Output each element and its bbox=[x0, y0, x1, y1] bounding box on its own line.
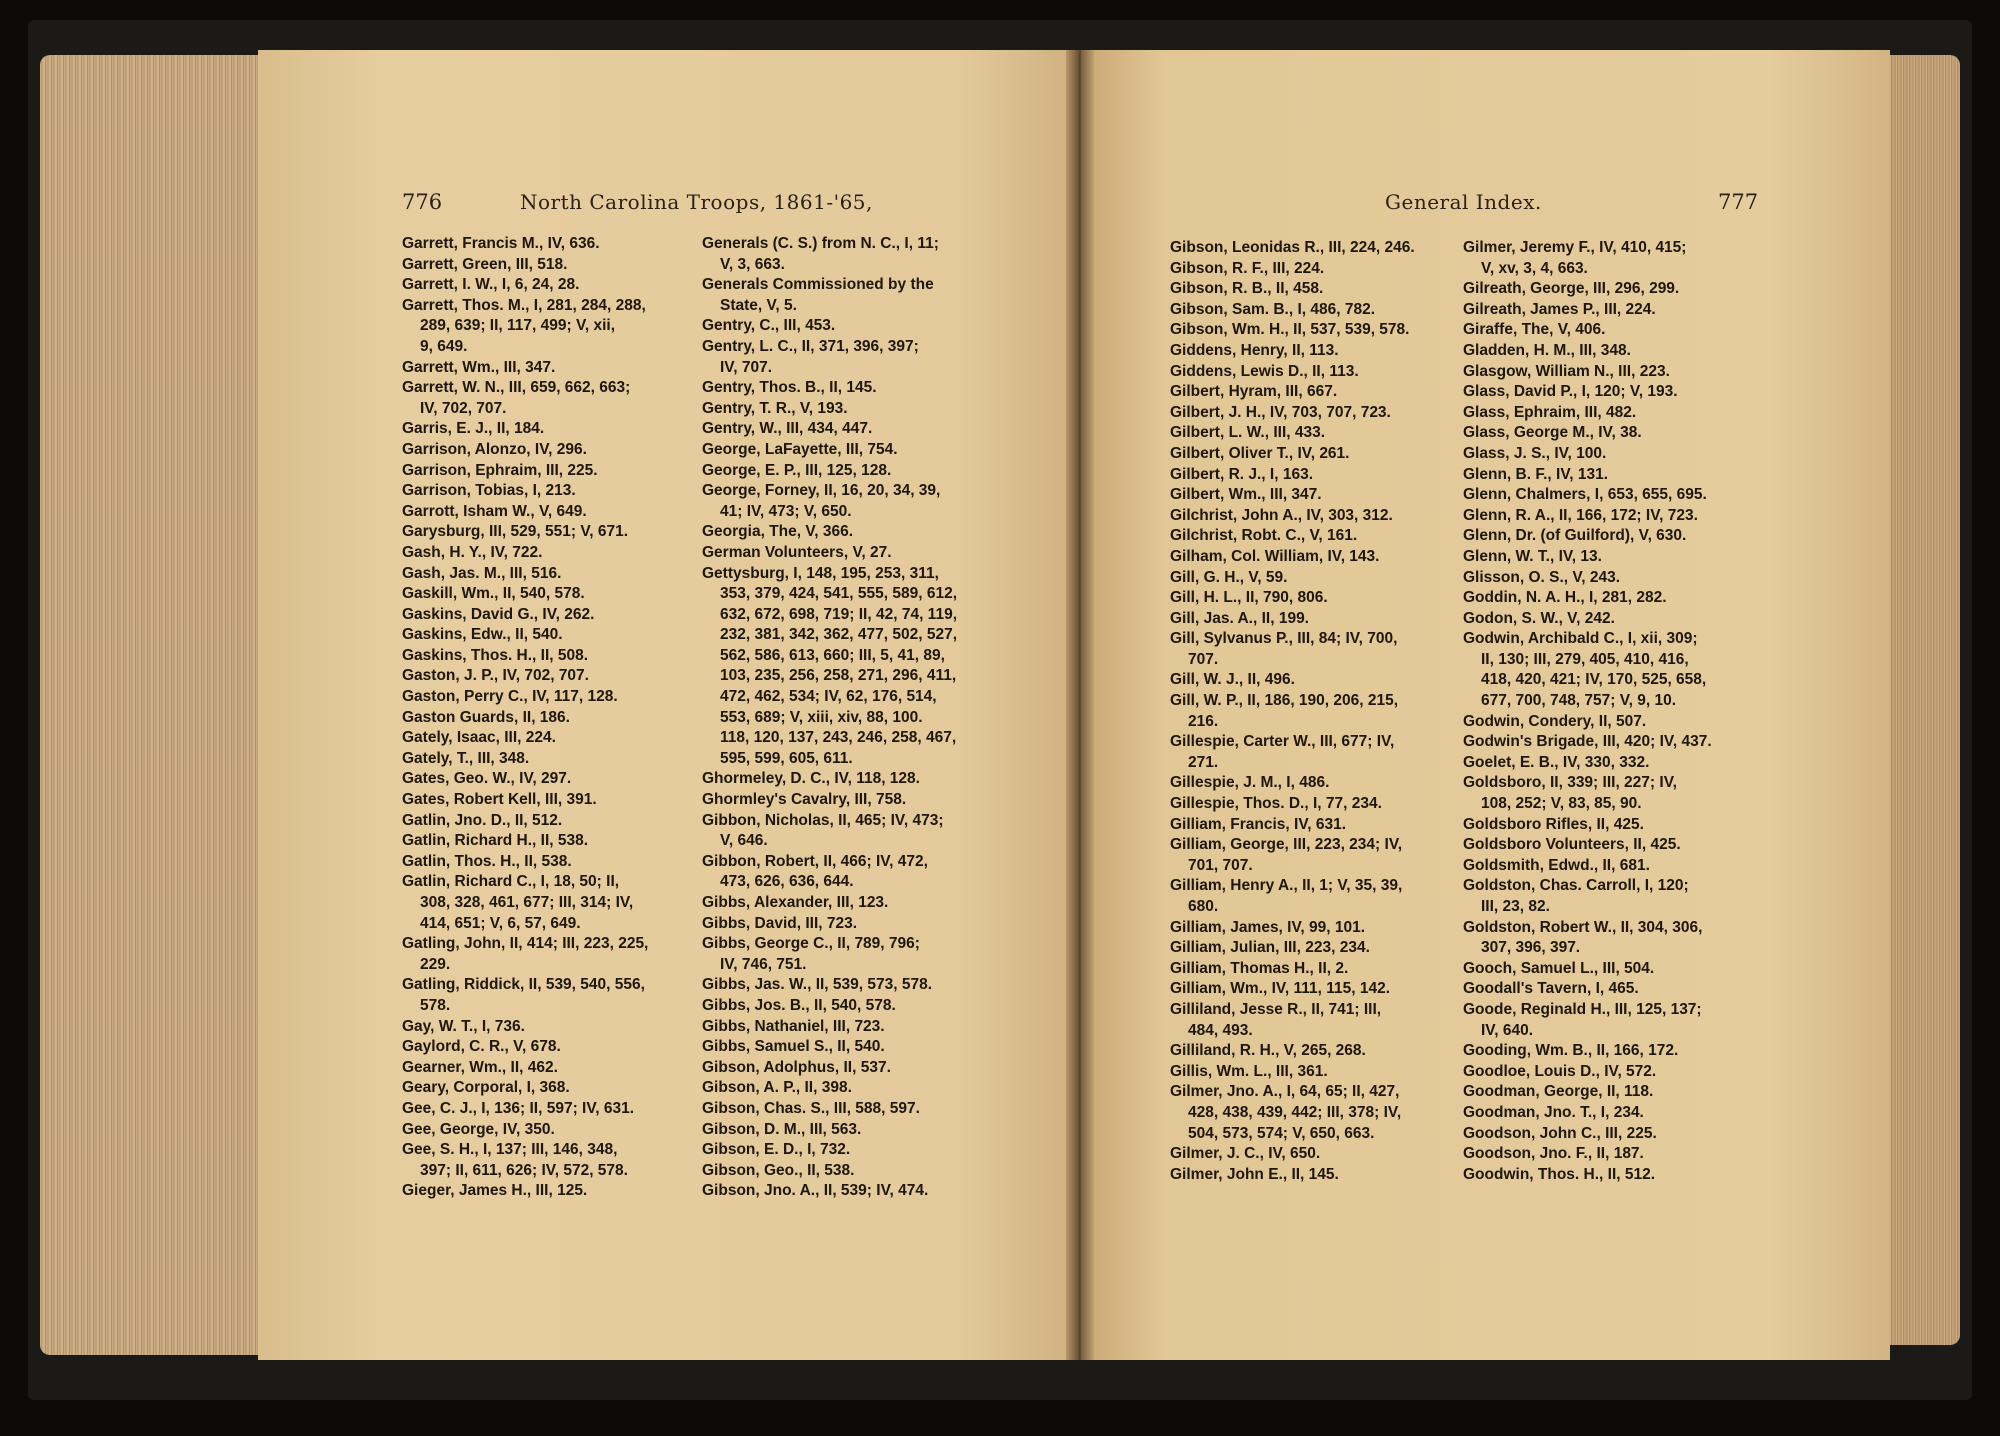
index-entry: Gilliam, Julian, III, 223, 234. bbox=[1170, 939, 1370, 957]
index-entry: Gilbert, Hyram, III, 667. bbox=[1170, 383, 1338, 401]
index-entry: Goddin, N. A. H., I, 281, 282. bbox=[1463, 589, 1667, 607]
index-entry: 418, 420, 421; IV, 170, 525, 658, bbox=[1481, 671, 1707, 689]
right-index-column-2 bbox=[1463, 238, 1712, 1185]
index-entry: Garrett, I. W., I, 6, 24, 28. bbox=[402, 276, 580, 294]
index-entry: Gentry, L. C., II, 371, 396, 397; bbox=[702, 337, 919, 355]
index-entry: Gee, S. H., I, 137; III, 146, 348, bbox=[402, 1141, 618, 1159]
index-entry: Godwin, Archibald C., I, xii, 309; bbox=[1463, 630, 1698, 648]
index-entry: Gibbs, George C., II, 789, 796; bbox=[702, 935, 920, 953]
left-index-column-2 bbox=[702, 234, 957, 1202]
index-entry: Gibbs, Samuel S., II, 540. bbox=[702, 1038, 885, 1056]
index-entry: Gaylord, C. R., V, 678. bbox=[402, 1038, 561, 1056]
index-entry: Gooding, Wm. B., II, 166, 172. bbox=[1463, 1042, 1679, 1060]
index-entry: Gilbert, R. J., I, 163. bbox=[1170, 465, 1313, 483]
index-entry: Glass, David P., I, 120; V, 193. bbox=[1463, 383, 1678, 401]
index-entry: Gaston, Perry C., IV, 117, 128. bbox=[402, 688, 618, 706]
index-entry: 553, 689; V, xiii, xiv, 88, 100. bbox=[720, 708, 923, 726]
index-entry: Gilbert, Oliver T., IV, 261. bbox=[1170, 444, 1350, 462]
index-entry: Gately, T., III, 348. bbox=[402, 749, 530, 767]
index-entry: Gibson, Adolphus, II, 537. bbox=[702, 1058, 891, 1076]
index-entry: Gilham, Col. William, IV, 143. bbox=[1170, 547, 1380, 565]
index-entry: Giddens, Henry, II, 113. bbox=[1170, 341, 1339, 359]
index-entry: Ghormley's Cavalry, III, 758. bbox=[702, 791, 907, 809]
index-entry: Goldsboro Rifles, II, 425. bbox=[1463, 815, 1644, 833]
index-entry: Gilmer, John E., II, 145. bbox=[1170, 1165, 1339, 1183]
index-entry: Gaston, J. P., IV, 702, 707. bbox=[402, 667, 589, 685]
index-entry: III, 23, 82. bbox=[1481, 898, 1550, 915]
index-entry: Gilliland, Jesse R., II, 741; III, bbox=[1170, 1000, 1382, 1018]
index-entry: 472, 462, 534; IV, 62, 176, 514, bbox=[720, 688, 937, 706]
index-entry: 707. bbox=[1188, 650, 1219, 668]
index-entry: Goldsmith, Edwd., II, 681. bbox=[1463, 856, 1650, 874]
index-entry: Gibson, Chas. S., III, 588, 597. bbox=[702, 1099, 920, 1117]
index-entry: Gilmer, Jno. A., I, 64, 65; II, 427, bbox=[1170, 1083, 1400, 1101]
index-entry: Gill, W. J., II, 496. bbox=[1170, 671, 1295, 689]
index-entry: 308, 328, 461, 677; III, 314; IV, bbox=[420, 894, 634, 911]
index-entry: Gatling, Riddick, II, 539, 540, 556, bbox=[402, 976, 645, 994]
index-entry: Gearner, Wm., II, 462. bbox=[402, 1058, 558, 1076]
index-entry: 41; IV, 473; V, 650. bbox=[720, 502, 852, 520]
index-entry: Gill, Jas. A., II, 199. bbox=[1170, 609, 1309, 627]
index-entry: Gash, Jas. M., III, 516. bbox=[402, 564, 562, 582]
index-entry: State, V, 5. bbox=[720, 296, 797, 314]
index-entry: Gilreath, George, III, 296, 299. bbox=[1463, 280, 1680, 298]
index-entry: 562, 586, 613, 660; III, 5, 41, 89, bbox=[720, 646, 945, 664]
index-entry: Gentry, W., III, 434, 447. bbox=[702, 420, 873, 438]
index-entry: 118, 120, 137, 243, 246, 258, 467, bbox=[720, 729, 957, 747]
left-page-number: 776 bbox=[402, 190, 443, 214]
index-entry: Gee, C. J., I, 136; II, 597; IV, 631. bbox=[402, 1099, 635, 1117]
index-entry: Garrison, Tobias, I, 213. bbox=[402, 482, 576, 500]
index-entry: Gill, W. P., II, 186, 190, 206, 215, bbox=[1170, 692, 1399, 710]
left-index-column-1 bbox=[402, 234, 648, 1202]
index-entry: Gentry, C., III, 453. bbox=[702, 317, 836, 335]
index-entry: 229. bbox=[420, 955, 451, 973]
index-entry: Gilmer, J. C., IV, 650. bbox=[1170, 1145, 1321, 1163]
index-entry: Gibbon, Robert, II, 466; IV, 472, bbox=[702, 852, 928, 870]
index-entry: IV, 707. bbox=[720, 358, 773, 376]
index-entry: 595, 599, 605, 611. bbox=[720, 749, 853, 767]
index-entry: Goelet, E. B., IV, 330, 332. bbox=[1463, 753, 1650, 771]
index-entry: Garrett, W. N., III, 659, 662, 663; bbox=[402, 379, 631, 397]
right-page-number: 777 bbox=[1718, 190, 1759, 214]
index-entry: Garrett, Francis M., IV, 636. bbox=[402, 235, 600, 252]
page-edges-right bbox=[1885, 55, 1960, 1345]
index-entry: Gentry, T. R., V, 193. bbox=[702, 399, 848, 417]
index-entry: Georgia, The, V, 366. bbox=[702, 523, 854, 541]
right-running-title: General Index. bbox=[1385, 190, 1542, 214]
index-entry: Geary, Corporal, I, 368. bbox=[402, 1079, 570, 1097]
right-index-column-1 bbox=[1170, 238, 1415, 1185]
index-entry: Glenn, Chalmers, I, 653, 655, 695. bbox=[1463, 486, 1707, 504]
index-entry: 680. bbox=[1188, 898, 1219, 915]
index-entry: German Volunteers, V, 27. bbox=[702, 543, 892, 561]
index-entry: Gilliam, Henry A., II, 1; V, 35, 39, bbox=[1170, 877, 1403, 895]
index-entry: George, Forney, II, 16, 20, 34, 39, bbox=[702, 482, 941, 500]
index-entry: Gilliam, Wm., IV, 111, 115, 142. bbox=[1170, 980, 1391, 998]
index-entry: Giraffe, The, V, 406. bbox=[1463, 321, 1606, 339]
index-entry: Godon, S. W., V, 242. bbox=[1463, 609, 1615, 627]
index-entry: Gibbon, Nicholas, II, 465; IV, 473; bbox=[702, 811, 944, 829]
index-entry: Gibbs, Jos. B., II, 540, 578. bbox=[702, 996, 896, 1014]
index-entry: Gibbs, Alexander, III, 123. bbox=[702, 894, 889, 911]
index-entry: V, 646. bbox=[720, 832, 768, 850]
index-entry: 414, 651; V, 6, 57, 649. bbox=[420, 914, 581, 932]
index-entry: Gilliam, Thomas H., II, 2. bbox=[1170, 959, 1349, 977]
index-entry: Gillespie, J. M., I, 486. bbox=[1170, 774, 1330, 792]
index-entry: Gieger, James H., III, 125. bbox=[402, 1182, 588, 1200]
index-entry: 9, 649. bbox=[420, 337, 468, 355]
index-entry: 397; II, 611, 626; IV, 572, 578. bbox=[420, 1161, 628, 1179]
index-entry: 289, 639; II, 117, 499; V, xii, bbox=[420, 317, 616, 335]
index-entry: Glisson, O. S., V, 243. bbox=[1463, 568, 1621, 586]
index-entry: Gill, Sylvanus P., III, 84; IV, 700, bbox=[1170, 630, 1398, 648]
index-entry: Gooch, Samuel L., III, 504. bbox=[1463, 959, 1655, 977]
index-entry: V, xv, 3, 4, 663. bbox=[1481, 259, 1588, 277]
index-entry: George, E. P., III, 125, 128. bbox=[702, 461, 892, 479]
index-entry: Gately, Isaac, III, 224. bbox=[402, 729, 556, 747]
index-entry: IV, 640. bbox=[1481, 1021, 1534, 1039]
index-entry: Glenn, Dr. (of Guilford), V, 630. bbox=[1463, 527, 1687, 545]
index-entry: Gibbs, Jas. W., II, 539, 573, 578. bbox=[702, 976, 933, 994]
index-entry: 353, 379, 424, 541, 555, 589, 612, bbox=[720, 585, 958, 603]
index-entry: Gatlin, Jno. D., II, 512. bbox=[402, 811, 563, 829]
index-entry: Gilchrist, Robt. C., V, 161. bbox=[1170, 527, 1358, 545]
index-entry: Gill, G. H., V, 59. bbox=[1170, 568, 1288, 586]
index-entry: Gladden, H. M., III, 348. bbox=[1463, 341, 1631, 359]
index-entry: Gaskins, David G., IV, 262. bbox=[402, 605, 595, 623]
index-entry: Gilliland, R. H., V, 265, 268. bbox=[1170, 1042, 1366, 1060]
index-entry: 103, 235, 256, 258, 271, 296, 411, bbox=[720, 667, 957, 685]
index-entry: Glass, George M., IV, 38. bbox=[1463, 424, 1642, 442]
index-entry: Goodson, Jno. F., II, 187. bbox=[1463, 1145, 1644, 1163]
index-entry: Gatlin, Richard H., II, 538. bbox=[402, 832, 589, 850]
index-entry: Gibson, Geo., II, 538. bbox=[702, 1161, 855, 1179]
index-entry: Gibson, Wm. H., II, 537, 539, 578. bbox=[1170, 321, 1410, 339]
index-entry: Generals (C. S.) from N. C., I, 11; bbox=[702, 235, 939, 252]
index-entry: Garrott, Isham W., V, 649. bbox=[402, 502, 587, 520]
index-entry: Gibson, E. D., I, 732. bbox=[702, 1141, 851, 1159]
index-entry: Gates, Geo. W., IV, 297. bbox=[402, 770, 572, 788]
index-entry: Goodall's Tavern, I, 465. bbox=[1463, 980, 1639, 998]
index-entry: Gill, H. L., II, 790, 806. bbox=[1170, 589, 1328, 607]
index-entry: IV, 746, 751. bbox=[720, 955, 807, 973]
index-entry: Gilchrist, John A., IV, 303, 312. bbox=[1170, 506, 1393, 524]
index-entry: Gilmer, Jeremy F., IV, 410, 415; bbox=[1463, 239, 1687, 256]
index-entry: Gatling, John, II, 414; III, 223, 225, bbox=[402, 935, 649, 953]
index-entry: Goodwin, Thos. H., II, 512. bbox=[1463, 1165, 1656, 1183]
index-entry: Gillespie, Carter W., III, 677; IV, bbox=[1170, 733, 1395, 751]
index-entry: 677, 700, 748, 757; V, 9, 10. bbox=[1481, 692, 1677, 710]
index-entry: 232, 381, 342, 362, 477, 502, 527, bbox=[720, 626, 958, 644]
index-entry: Gatlin, Thos. H., II, 538. bbox=[402, 852, 572, 870]
page-edges-left bbox=[40, 55, 265, 1355]
index-entry: Gaskill, Wm., II, 540, 578. bbox=[402, 585, 585, 603]
index-entry: Gilliam, George, III, 223, 234; IV, bbox=[1170, 836, 1403, 854]
index-entry: Goodloe, Louis D., IV, 572. bbox=[1463, 1062, 1657, 1080]
index-entry: Gettysburg, I, 148, 195, 253, 311, bbox=[702, 564, 939, 582]
left-running-title: North Carolina Troops, 1861-'65, bbox=[520, 190, 873, 214]
index-entry: George, LaFayette, III, 754. bbox=[702, 440, 898, 458]
index-entry: Gillespie, Thos. D., I, 77, 234. bbox=[1170, 795, 1382, 813]
index-entry: Glenn, B. F., IV, 131. bbox=[1463, 465, 1609, 483]
index-entry: Garrett, Thos. M., I, 281, 284, 288, bbox=[402, 296, 646, 314]
index-entry: Goldston, Chas. Carroll, I, 120; bbox=[1463, 877, 1689, 895]
index-entry: Gibson, R. F., III, 224. bbox=[1170, 259, 1325, 277]
index-entry: Gibbs, Nathaniel, III, 723. bbox=[702, 1017, 885, 1035]
index-entry: Garrett, Wm., III, 347. bbox=[402, 358, 556, 376]
index-entry: Gibson, R. B., II, 458. bbox=[1170, 280, 1324, 298]
index-entry: 307, 396, 397. bbox=[1481, 939, 1581, 957]
index-entry: 428, 438, 439, 442; III, 378; IV, bbox=[1188, 1103, 1402, 1121]
index-entry: II, 130; III, 279, 405, 410, 416, bbox=[1481, 650, 1689, 668]
index-entry: Garrison, Ephraim, III, 225. bbox=[402, 461, 598, 479]
index-entry: 701, 707. bbox=[1188, 856, 1253, 874]
index-entry: Goode, Reginald H., III, 125, 137; bbox=[1463, 1000, 1702, 1018]
index-entry: 108, 252; V, 83, 85, 90. bbox=[1481, 795, 1642, 813]
index-entry: Garrison, Alonzo, IV, 296. bbox=[402, 440, 587, 458]
index-entry: Goodman, George, II, 118. bbox=[1463, 1083, 1654, 1101]
index-entry: 271. bbox=[1188, 753, 1219, 771]
index-entry: Gibson, Sam. B., I, 486, 782. bbox=[1170, 300, 1376, 318]
index-entry: IV, 702, 707. bbox=[420, 399, 507, 417]
index-entry: Glenn, R. A., II, 166, 172; IV, 723. bbox=[1463, 506, 1698, 524]
index-entry: Gilliam, James, IV, 99, 101. bbox=[1170, 918, 1366, 936]
index-entry: 578. bbox=[420, 996, 451, 1014]
index-entry: Goodson, John C., III, 225. bbox=[1463, 1124, 1657, 1142]
index-entry: Goldsboro, II, 339; III, 227; IV, bbox=[1463, 774, 1677, 792]
index-entry: Glass, J. S., IV, 100. bbox=[1463, 444, 1607, 462]
index-entry: Gillis, Wm. L., III, 361. bbox=[1170, 1062, 1328, 1080]
index-entry: Ghormeley, D. C., IV, 118, 128. bbox=[702, 770, 920, 788]
index-entry: Goldston, Robert W., II, 304, 306, bbox=[1463, 918, 1703, 936]
index-entry: Godwin, Condery, II, 507. bbox=[1463, 712, 1647, 730]
index-entry: Gibbs, David, III, 723. bbox=[702, 914, 858, 932]
index-entry: Glasgow, William N., III, 223. bbox=[1463, 362, 1670, 380]
index-entry: Gee, George, IV, 350. bbox=[402, 1120, 555, 1138]
index-entry: 504, 573, 574; V, 650, 663. bbox=[1188, 1124, 1375, 1142]
index-entry: Gilliam, Francis, IV, 631. bbox=[1170, 815, 1347, 833]
index-entry: Gibson, A. P., II, 398. bbox=[702, 1079, 852, 1097]
index-entry: 632, 672, 698, 719; II, 42, 74, 119, bbox=[720, 605, 957, 623]
index-entry: Gilbert, J. H., IV, 703, 707, 723. bbox=[1170, 403, 1391, 421]
index-entry: Gaskins, Thos. H., II, 508. bbox=[402, 646, 589, 664]
index-entry: Gash, H. Y., IV, 722. bbox=[402, 543, 543, 561]
index-entry: Giddens, Lewis D., II, 113. bbox=[1170, 362, 1359, 380]
index-entry: Gentry, Thos. B., II, 145. bbox=[702, 379, 877, 397]
index-entry: Garris, E. J., II, 184. bbox=[402, 420, 545, 438]
index-entry: Gilbert, L. W., III, 433. bbox=[1170, 424, 1326, 442]
index-entry: 473, 626, 636, 644. bbox=[720, 873, 854, 891]
index-entry: Gay, W. T., I, 736. bbox=[402, 1017, 525, 1035]
index-entry: Gaskins, Edw., II, 540. bbox=[402, 626, 563, 644]
index-entry: Garrett, Green, III, 518. bbox=[402, 255, 568, 273]
index-entry: Gilbert, Wm., III, 347. bbox=[1170, 486, 1322, 504]
index-entry: 484, 493. bbox=[1188, 1021, 1253, 1039]
index-entry: Goodman, Jno. T., I, 234. bbox=[1463, 1103, 1644, 1121]
index-entry: 216. bbox=[1188, 712, 1219, 730]
index-entry: Gibson, Leonidas R., III, 224, 246. bbox=[1170, 239, 1415, 256]
index-entry: Gatlin, Richard C., I, 18, 50; II, bbox=[402, 873, 620, 891]
index-entry: Gaston Guards, II, 186. bbox=[402, 708, 570, 726]
index-entry: Godwin's Brigade, III, 420; IV, 437. bbox=[1463, 733, 1712, 751]
index-entry: Goldsboro Volunteers, II, 425. bbox=[1463, 836, 1681, 854]
index-entry: Gibson, Jno. A., II, 539; IV, 474. bbox=[702, 1182, 929, 1200]
index-entry: Gibson, D. M., III, 563. bbox=[702, 1120, 862, 1138]
index-entry: Gates, Robert Kell, III, 391. bbox=[402, 791, 597, 809]
index-entry: Gilreath, James P., III, 224. bbox=[1463, 300, 1656, 318]
book-gutter bbox=[1066, 50, 1094, 1360]
index-entry: Garysburg, III, 529, 551; V, 671. bbox=[402, 523, 629, 541]
index-entry: Generals Commissioned by the bbox=[702, 276, 934, 294]
index-entry: V, 3, 663. bbox=[720, 255, 785, 273]
index-entry: Glass, Ephraim, III, 482. bbox=[1463, 403, 1637, 421]
index-entry: Glenn, W. T., IV, 13. bbox=[1463, 547, 1602, 565]
